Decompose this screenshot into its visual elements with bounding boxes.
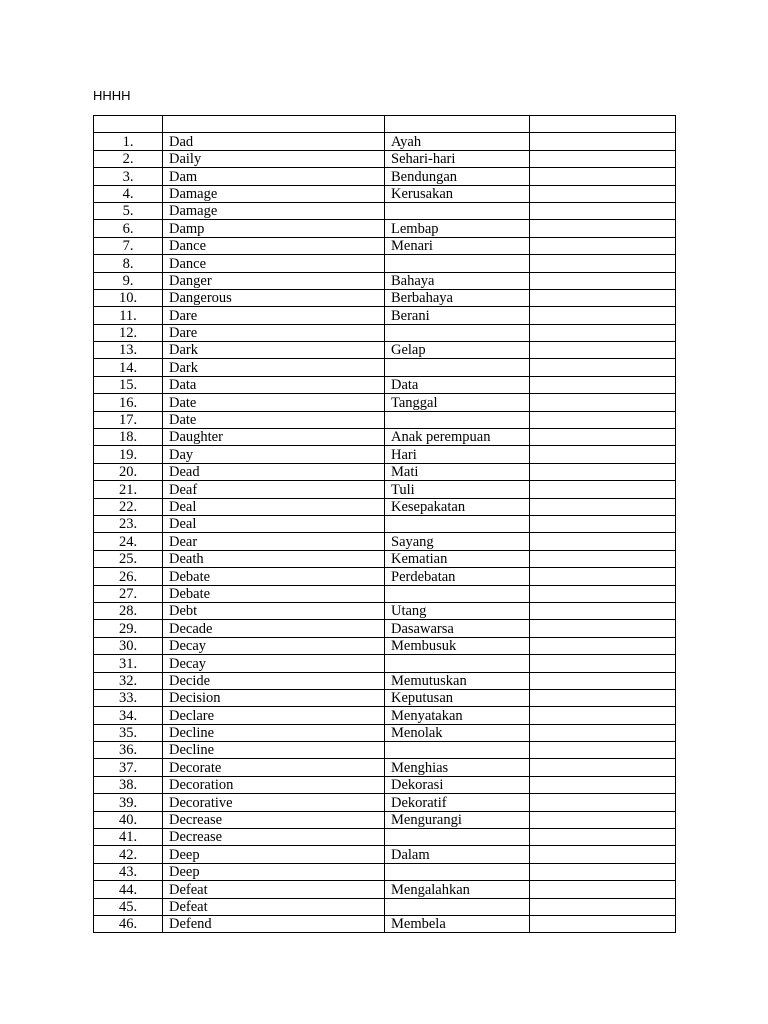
row-extra-cell [530, 168, 676, 185]
row-word-cell: Decay [163, 637, 385, 654]
row-meaning-cell [385, 863, 530, 880]
table-row [94, 794, 676, 811]
row-number-cell: 44. [94, 881, 163, 898]
table-row [94, 707, 676, 724]
row-word-cell: Deal [163, 515, 385, 532]
row-meaning-cell: Menyatakan [385, 707, 530, 724]
row-extra-cell [530, 220, 676, 237]
row-word-cell: Dare [163, 324, 385, 341]
header-cell-word [163, 116, 385, 133]
row-word-cell: Debate [163, 585, 385, 602]
table-row [94, 776, 676, 793]
row-extra-cell [530, 672, 676, 689]
row-extra-cell [530, 376, 676, 393]
row-number-cell: 23. [94, 515, 163, 532]
row-extra-cell [530, 620, 676, 637]
row-number-cell: 25. [94, 550, 163, 567]
row-meaning-cell: Menghias [385, 759, 530, 776]
row-number-cell: 13. [94, 342, 163, 359]
row-meaning-cell: Ayah [385, 133, 530, 150]
table-row [94, 724, 676, 741]
row-extra-cell [530, 133, 676, 150]
table-row [94, 220, 676, 237]
row-meaning-cell: Sehari-hari [385, 150, 530, 167]
row-meaning-cell [385, 655, 530, 672]
row-meaning-cell: Bendungan [385, 168, 530, 185]
row-word-cell: Decrease [163, 811, 385, 828]
row-extra-cell [530, 429, 676, 446]
row-number-cell: 28. [94, 602, 163, 619]
row-word-cell: Deal [163, 498, 385, 515]
row-meaning-cell: Berbahaya [385, 289, 530, 306]
row-extra-cell [530, 742, 676, 759]
row-extra-cell [530, 881, 676, 898]
table-row [94, 568, 676, 585]
table-row [94, 672, 676, 689]
row-meaning-cell [385, 359, 530, 376]
row-extra-cell [530, 359, 676, 376]
row-number-cell: 2. [94, 150, 163, 167]
table-row [94, 394, 676, 411]
row-number-cell: 24. [94, 533, 163, 550]
row-word-cell: Decoration [163, 776, 385, 793]
row-number-cell: 35. [94, 724, 163, 741]
table-row [94, 307, 676, 324]
row-meaning-cell [385, 585, 530, 602]
row-extra-cell [530, 324, 676, 341]
row-word-cell: Death [163, 550, 385, 567]
row-extra-cell [530, 185, 676, 202]
row-word-cell: Decorate [163, 759, 385, 776]
row-number-cell: 34. [94, 707, 163, 724]
row-extra-cell [530, 863, 676, 880]
row-meaning-cell: Dekoratif [385, 794, 530, 811]
row-number-cell: 43. [94, 863, 163, 880]
row-meaning-cell: Mati [385, 463, 530, 480]
row-word-cell: Damage [163, 185, 385, 202]
row-extra-cell [530, 689, 676, 706]
header-cell-number [94, 116, 163, 133]
row-extra-cell [530, 411, 676, 428]
row-extra-cell [530, 724, 676, 741]
row-word-cell: Danger [163, 272, 385, 289]
row-meaning-cell: Menolak [385, 724, 530, 741]
row-word-cell: Decorative [163, 794, 385, 811]
row-meaning-cell: Dasawarsa [385, 620, 530, 637]
row-extra-cell [530, 794, 676, 811]
row-word-cell: Decay [163, 655, 385, 672]
row-word-cell: Damage [163, 202, 385, 219]
row-meaning-cell: Kesepakatan [385, 498, 530, 515]
row-word-cell: Deep [163, 863, 385, 880]
table-row [94, 498, 676, 515]
row-extra-cell [530, 498, 676, 515]
vocabulary-table-body [94, 116, 676, 933]
row-meaning-cell [385, 742, 530, 759]
row-number-cell: 38. [94, 776, 163, 793]
row-number-cell: 16. [94, 394, 163, 411]
row-extra-cell [530, 202, 676, 219]
row-meaning-cell: Hari [385, 446, 530, 463]
row-meaning-cell: Mengurangi [385, 811, 530, 828]
table-row [94, 150, 676, 167]
row-number-cell: 27. [94, 585, 163, 602]
row-word-cell: Dark [163, 359, 385, 376]
row-meaning-cell: Kematian [385, 550, 530, 567]
row-number-cell: 5. [94, 202, 163, 219]
row-extra-cell [530, 568, 676, 585]
row-word-cell: Dear [163, 533, 385, 550]
table-row [94, 359, 676, 376]
table-row [94, 463, 676, 480]
row-extra-cell [530, 759, 676, 776]
row-meaning-cell: Gelap [385, 342, 530, 359]
row-number-cell: 41. [94, 829, 163, 846]
table-row [94, 620, 676, 637]
row-meaning-cell: Kerusakan [385, 185, 530, 202]
row-extra-cell [530, 237, 676, 254]
table-row [94, 863, 676, 880]
table-row [94, 881, 676, 898]
row-number-cell: 45. [94, 898, 163, 915]
row-word-cell: Defeat [163, 881, 385, 898]
row-meaning-cell [385, 515, 530, 532]
table-row [94, 446, 676, 463]
table-row [94, 481, 676, 498]
row-word-cell: Dance [163, 255, 385, 272]
row-number-cell: 7. [94, 237, 163, 254]
table-row [94, 898, 676, 915]
row-meaning-cell: Dalam [385, 846, 530, 863]
row-word-cell: Dad [163, 133, 385, 150]
table-row [94, 202, 676, 219]
row-number-cell: 11. [94, 307, 163, 324]
table-row [94, 515, 676, 532]
row-number-cell: 32. [94, 672, 163, 689]
row-number-cell: 20. [94, 463, 163, 480]
row-meaning-cell [385, 255, 530, 272]
row-number-cell: 8. [94, 255, 163, 272]
row-extra-cell [530, 707, 676, 724]
table-row [94, 429, 676, 446]
row-meaning-cell [385, 202, 530, 219]
table-row [94, 342, 676, 359]
table-row [94, 168, 676, 185]
row-extra-cell [530, 655, 676, 672]
row-number-cell: 10. [94, 289, 163, 306]
row-meaning-cell: Menari [385, 237, 530, 254]
row-extra-cell [530, 463, 676, 480]
row-word-cell: Day [163, 446, 385, 463]
row-word-cell: Daughter [163, 429, 385, 446]
row-number-cell: 4. [94, 185, 163, 202]
table-row [94, 255, 676, 272]
page-heading: HHHH [93, 88, 131, 103]
row-meaning-cell [385, 898, 530, 915]
table-row [94, 602, 676, 619]
row-word-cell: Decline [163, 724, 385, 741]
table-row [94, 585, 676, 602]
row-extra-cell [530, 898, 676, 915]
row-word-cell: Daily [163, 150, 385, 167]
row-extra-cell [530, 811, 676, 828]
row-number-cell: 33. [94, 689, 163, 706]
row-extra-cell [530, 776, 676, 793]
row-word-cell: Debate [163, 568, 385, 585]
table-header-row [94, 116, 676, 133]
table-row [94, 133, 676, 150]
row-extra-cell [530, 272, 676, 289]
row-word-cell: Deaf [163, 481, 385, 498]
row-number-cell: 29. [94, 620, 163, 637]
table-row [94, 655, 676, 672]
row-extra-cell [530, 533, 676, 550]
table-row [94, 550, 676, 567]
row-meaning-cell: Lembap [385, 220, 530, 237]
table-row [94, 185, 676, 202]
row-meaning-cell: Berani [385, 307, 530, 324]
table-row [94, 376, 676, 393]
row-word-cell: Defend [163, 915, 385, 932]
table-row [94, 689, 676, 706]
row-extra-cell [530, 637, 676, 654]
row-meaning-cell: Utang [385, 602, 530, 619]
row-number-cell: 1. [94, 133, 163, 150]
table-row [94, 324, 676, 341]
row-number-cell: 14. [94, 359, 163, 376]
table-row [94, 289, 676, 306]
row-word-cell: Declare [163, 707, 385, 724]
row-extra-cell [530, 481, 676, 498]
header-cell-meaning [385, 116, 530, 133]
row-number-cell: 17. [94, 411, 163, 428]
row-word-cell: Decision [163, 689, 385, 706]
row-meaning-cell: Keputusan [385, 689, 530, 706]
row-number-cell: 40. [94, 811, 163, 828]
row-meaning-cell: Tanggal [385, 394, 530, 411]
table-row [94, 742, 676, 759]
row-word-cell: Decrease [163, 829, 385, 846]
row-number-cell: 22. [94, 498, 163, 515]
table-row [94, 272, 676, 289]
row-meaning-cell: Data [385, 376, 530, 393]
table-row [94, 846, 676, 863]
row-number-cell: 46. [94, 915, 163, 932]
table-row [94, 811, 676, 828]
row-extra-cell [530, 846, 676, 863]
row-word-cell: Defeat [163, 898, 385, 915]
row-extra-cell [530, 307, 676, 324]
table-row [94, 533, 676, 550]
row-word-cell: Decide [163, 672, 385, 689]
row-number-cell: 6. [94, 220, 163, 237]
row-meaning-cell: Membela [385, 915, 530, 932]
row-extra-cell [530, 394, 676, 411]
row-word-cell: Date [163, 411, 385, 428]
row-word-cell: Damp [163, 220, 385, 237]
row-number-cell: 19. [94, 446, 163, 463]
row-extra-cell [530, 829, 676, 846]
row-number-cell: 12. [94, 324, 163, 341]
row-meaning-cell: Mengalahkan [385, 881, 530, 898]
row-word-cell: Dark [163, 342, 385, 359]
row-word-cell: Decline [163, 742, 385, 759]
table-row [94, 411, 676, 428]
row-meaning-cell: Anak perempuan [385, 429, 530, 446]
vocabulary-table [93, 115, 676, 933]
row-meaning-cell: Tuli [385, 481, 530, 498]
row-extra-cell [530, 515, 676, 532]
row-number-cell: 3. [94, 168, 163, 185]
row-extra-cell [530, 915, 676, 932]
row-meaning-cell: Dekorasi [385, 776, 530, 793]
table-row [94, 915, 676, 932]
row-extra-cell [530, 550, 676, 567]
row-word-cell: Dangerous [163, 289, 385, 306]
table-row [94, 759, 676, 776]
row-extra-cell [530, 446, 676, 463]
row-meaning-cell: Perdebatan [385, 568, 530, 585]
table-row [94, 829, 676, 846]
row-number-cell: 39. [94, 794, 163, 811]
row-meaning-cell [385, 324, 530, 341]
row-word-cell: Dam [163, 168, 385, 185]
row-number-cell: 18. [94, 429, 163, 446]
row-word-cell: Dance [163, 237, 385, 254]
table-row [94, 637, 676, 654]
row-number-cell: 37. [94, 759, 163, 776]
row-number-cell: 9. [94, 272, 163, 289]
row-extra-cell [530, 289, 676, 306]
row-meaning-cell [385, 411, 530, 428]
row-meaning-cell [385, 829, 530, 846]
row-number-cell: 31. [94, 655, 163, 672]
row-extra-cell [530, 150, 676, 167]
row-number-cell: 26. [94, 568, 163, 585]
row-meaning-cell: Sayang [385, 533, 530, 550]
row-word-cell: Data [163, 376, 385, 393]
header-cell-extra [530, 116, 676, 133]
row-word-cell: Date [163, 394, 385, 411]
row-meaning-cell: Memutuskan [385, 672, 530, 689]
row-number-cell: 30. [94, 637, 163, 654]
row-word-cell: Dead [163, 463, 385, 480]
row-word-cell: Deep [163, 846, 385, 863]
row-extra-cell [530, 602, 676, 619]
row-extra-cell [530, 342, 676, 359]
row-extra-cell [530, 255, 676, 272]
row-word-cell: Decade [163, 620, 385, 637]
row-word-cell: Debt [163, 602, 385, 619]
row-word-cell: Dare [163, 307, 385, 324]
row-number-cell: 36. [94, 742, 163, 759]
row-number-cell: 21. [94, 481, 163, 498]
row-number-cell: 15. [94, 376, 163, 393]
row-number-cell: 42. [94, 846, 163, 863]
row-meaning-cell: Bahaya [385, 272, 530, 289]
table-row [94, 237, 676, 254]
row-meaning-cell: Membusuk [385, 637, 530, 654]
row-extra-cell [530, 585, 676, 602]
